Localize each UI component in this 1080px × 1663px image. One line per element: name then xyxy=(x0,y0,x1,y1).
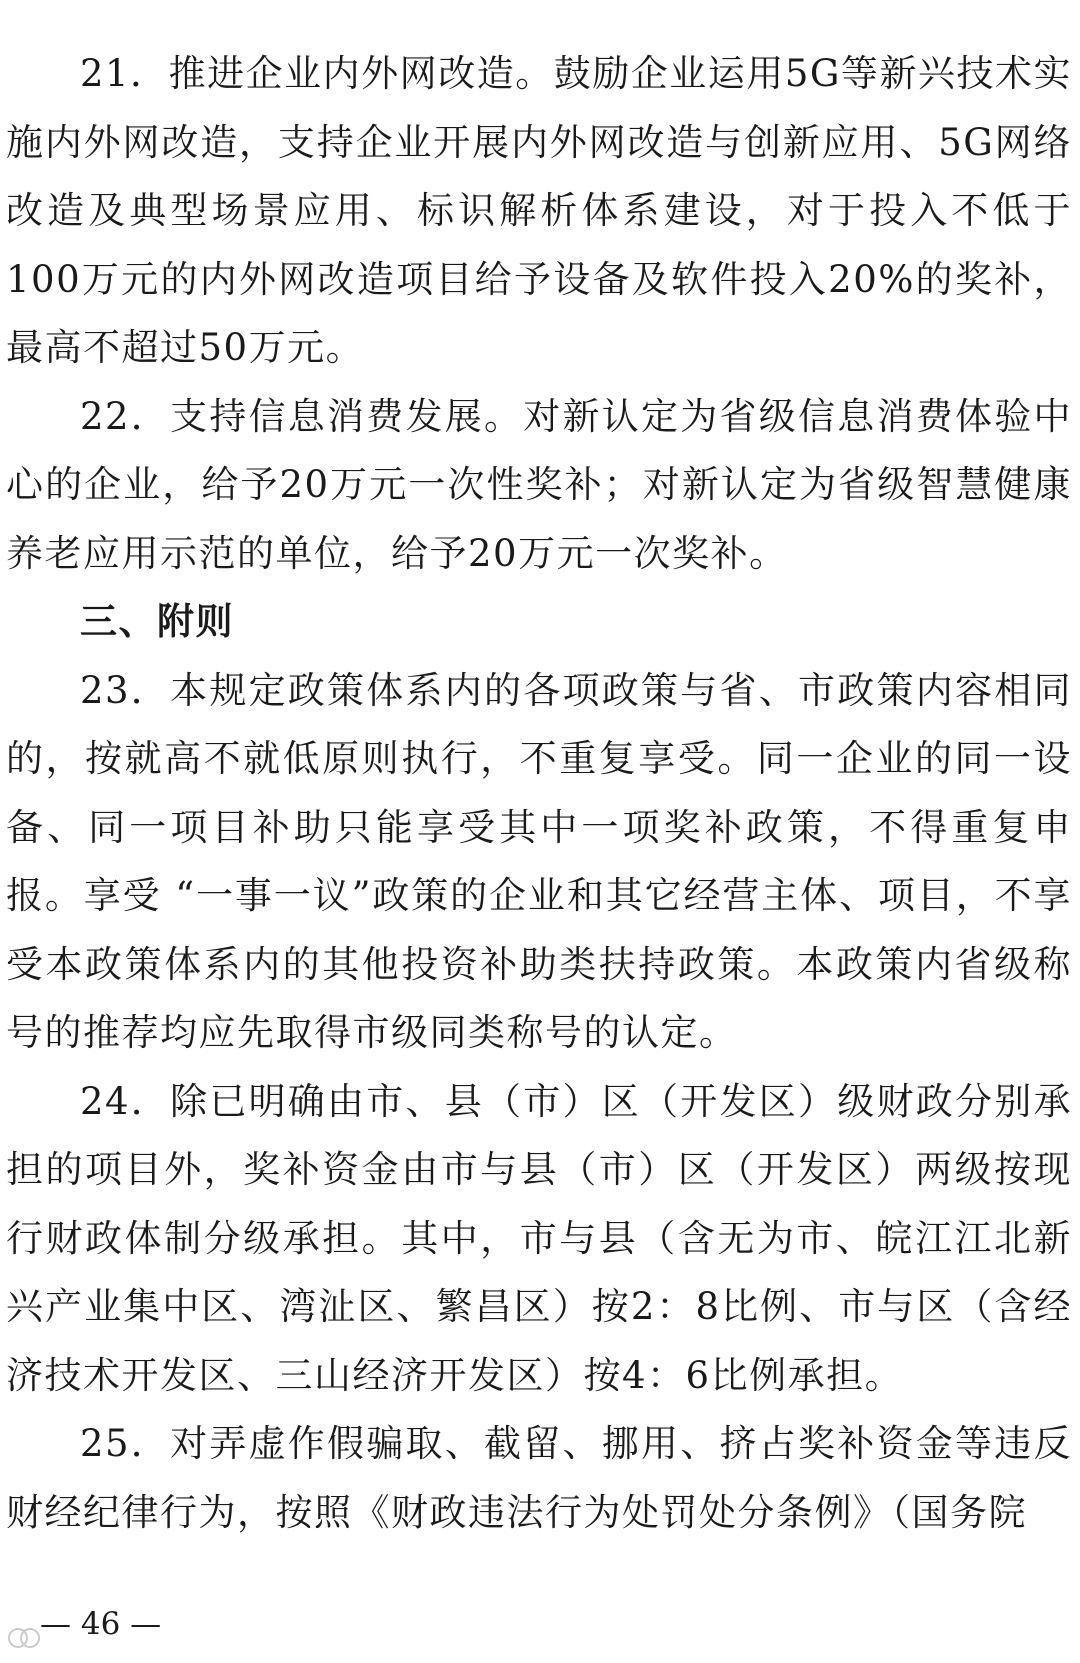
paragraph-22: 22．支持信息消费发展。对新认定为省级信息消费体验中心的企业，给予20万元一次性奖补；对新认定为省级智慧健康养老应用示范的单位，给予20万元一次奖补。 xyxy=(6,394,1072,575)
document-body xyxy=(6,40,1072,1547)
paragraph-23: 23．本规定政策体系内的各项政策与省、市政策内容相同的，按就高不就低原则执行，不重复享受。同一企业的同一设备、同一项目补助只能享受其中一项奖补政策，不得重复申报。享受 “一事一议”政策的企业和其它经营主体、项目，不享受本政策体系内的其他投资补助类扶持政策。本政策内省级称号的推荐均应先取得市级同类称号的认定。 xyxy=(6,668,1072,1054)
section-heading: 三、附则 xyxy=(80,600,234,643)
paragraph-25: 25．对弄虚作假骗取、截留、挪用、挤占奖补资金等违反财经纪律行为，按照《财政违法行为处罚处分条例》（国务院 xyxy=(6,1422,1072,1534)
paragraph-24: 24．除已明确由市、县（市）区（开发区）级财政分别承担的项目外，奖补资金由市与县（市）区（开发区）两级按现行财政体制分级承担。其中，市与县（含无为市、皖江江北新兴产业集中区、湾沚区、繁昌区）按2：8比例、市与区（含经济技术开发区、三山经济开发区）按4：6比例承担。 xyxy=(6,1079,1072,1397)
page-number: — 46 — xyxy=(40,1606,162,1642)
watermark-logo xyxy=(4,1618,164,1658)
paragraph-21: 21．推进企业内外网改造。鼓励企业运用5G等新兴技术实施内外网改造，支持企业开展内外网改造与创新应用、5G网络改造及典型场景应用、标识解析体系建设，对于投入不低于100万元的内外网改造项目给予设备及软件投入20%的奖补，最高不超过50万元。 xyxy=(6,52,1072,369)
